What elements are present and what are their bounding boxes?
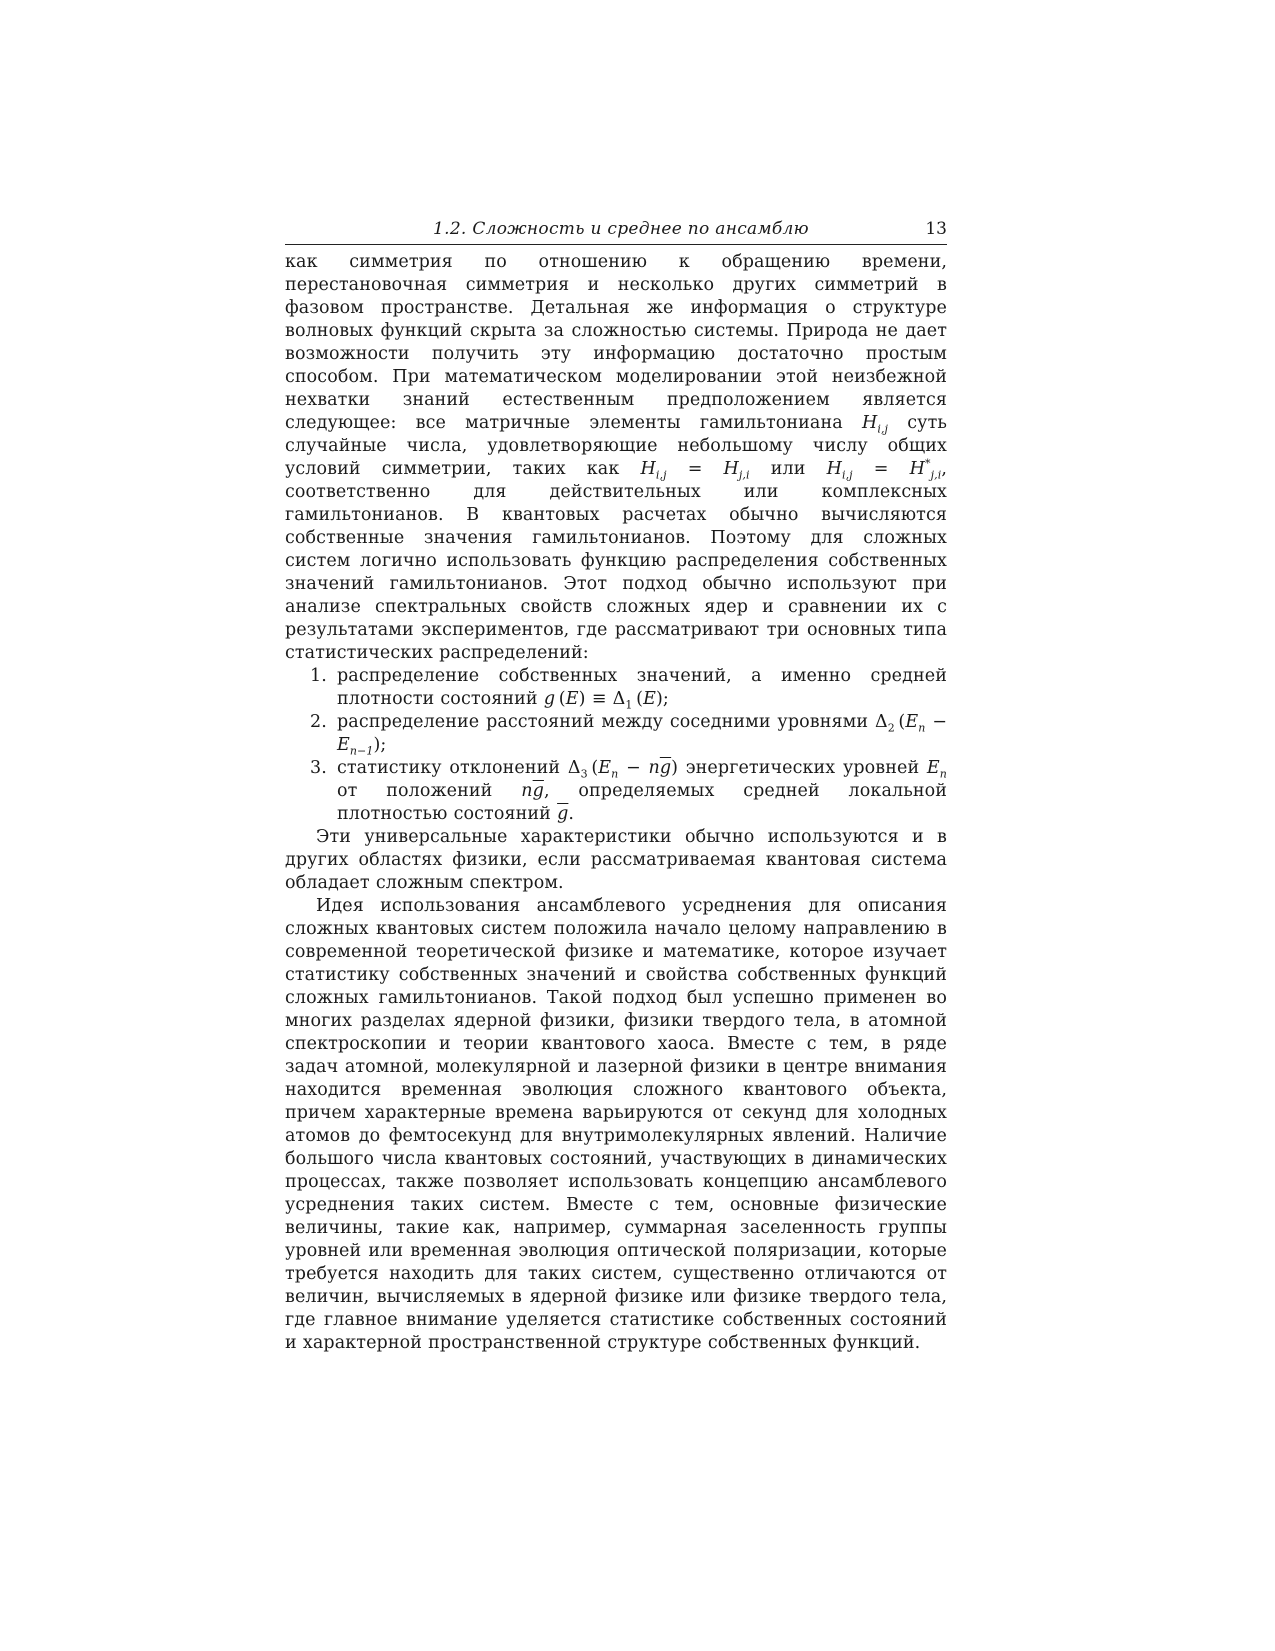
distribution-list	[285, 665, 947, 826]
paragraph-2: Эти универсальные характеристики обычно используются и в других областях физики, если рассматриваемая квантовая система обладает сложным спектром.	[285, 827, 947, 893]
page	[285, 218, 947, 1355]
running-title: 1.2. Сложность и среднее по ансамблю	[433, 219, 809, 239]
list-item: 1. распределение собственных значений, а именно средней плотности состояний g $(E) \equiv \Delta_1$ (E);	[310, 666, 947, 712]
running-head	[285, 218, 947, 245]
body-text	[285, 251, 947, 1355]
paragraph-3: Идея использования ансамблевого усреднения для описания сложных квантовых систем положила начало целому направлению в современной теоретической физике и математике, которое изучает статистику собственных значений и свойства собственных функций сложных гамильтонианов. Такой подход был успешно применен во многих разделах ядерной физики, физики твердого тела, в атомной спектроскопии и теории квантового хаоса. Вместе с тем, в ряде задач атомной, молекулярной и лазерной физики в центре внимания находится временная эволюция сложного квантового объекта, причем характерные времена варьируются от секунд для холодных атомов до фемтосекунд для внутримолекулярных явлений. Наличие большого числа квантовых состояний, участвующих в динамических процессах, также позволяет использовать концепцию ансамблевого усреднения таких систем. Вместе с тем, основные физические величины, такие как, например, суммарная заселенность группы уровней или временная эволюция оптической поляризации, которые требуется находить для таких систем, существенно отличаются от величин, вычисляемых в ядерной физике или физике твердого тела, где главное внимание уделяется статистике собственных состояний и характерной пространственной структуре собственных функций.	[285, 896, 947, 1353]
list-item: 3. статистику отклонений $\Delta_3$ $(E_n - n\overline{g})$ энергетических уровней $E_n$ от положений $n\overline{g}$, определяемых средней локальной плотностью состояний $\overline{g}$.	[310, 758, 947, 824]
paragraph-1: как симметрия по отношению к обращению времени, перестановочная симметрия и несколько других симметрий в фазовом пространстве. Детальная же информация о структуре волновых функций скрыта за сложностью системы. Природа не дает возможности получить эту информацию достаточно простым способом. При математическом моделировании этой неизбежной нехватки знаний естественным предположением является следующее: все матричные элементы гамильтониана $H_{i,j}$ суть случайные числа, удовлетворяющие небольшому числу общих условий симметрии, таких как $H_{i,j} = H_{j,i}$ или $H_{i,j} = H^*_{j,i}$, соответственно для действительных или комплексных гамильтонианов. В квантовых расчетах обычно вычисляются собственные значения гамильтонианов. Поэтому для сложных систем логично использовать функцию распределения собственных значений гамильтонианов. Этот подход обычно используют при анализе спектральных свойств сложных ядер и сравнении их с результатами экспериментов, где рассматривают три основных типа статистических распределений:	[285, 252, 948, 663]
page-number: 13	[925, 219, 947, 239]
list-item: 2. распределение расстояний между соседними уровнями $\Delta_2$ $(E_n - E_{n-1})$;	[310, 712, 947, 758]
